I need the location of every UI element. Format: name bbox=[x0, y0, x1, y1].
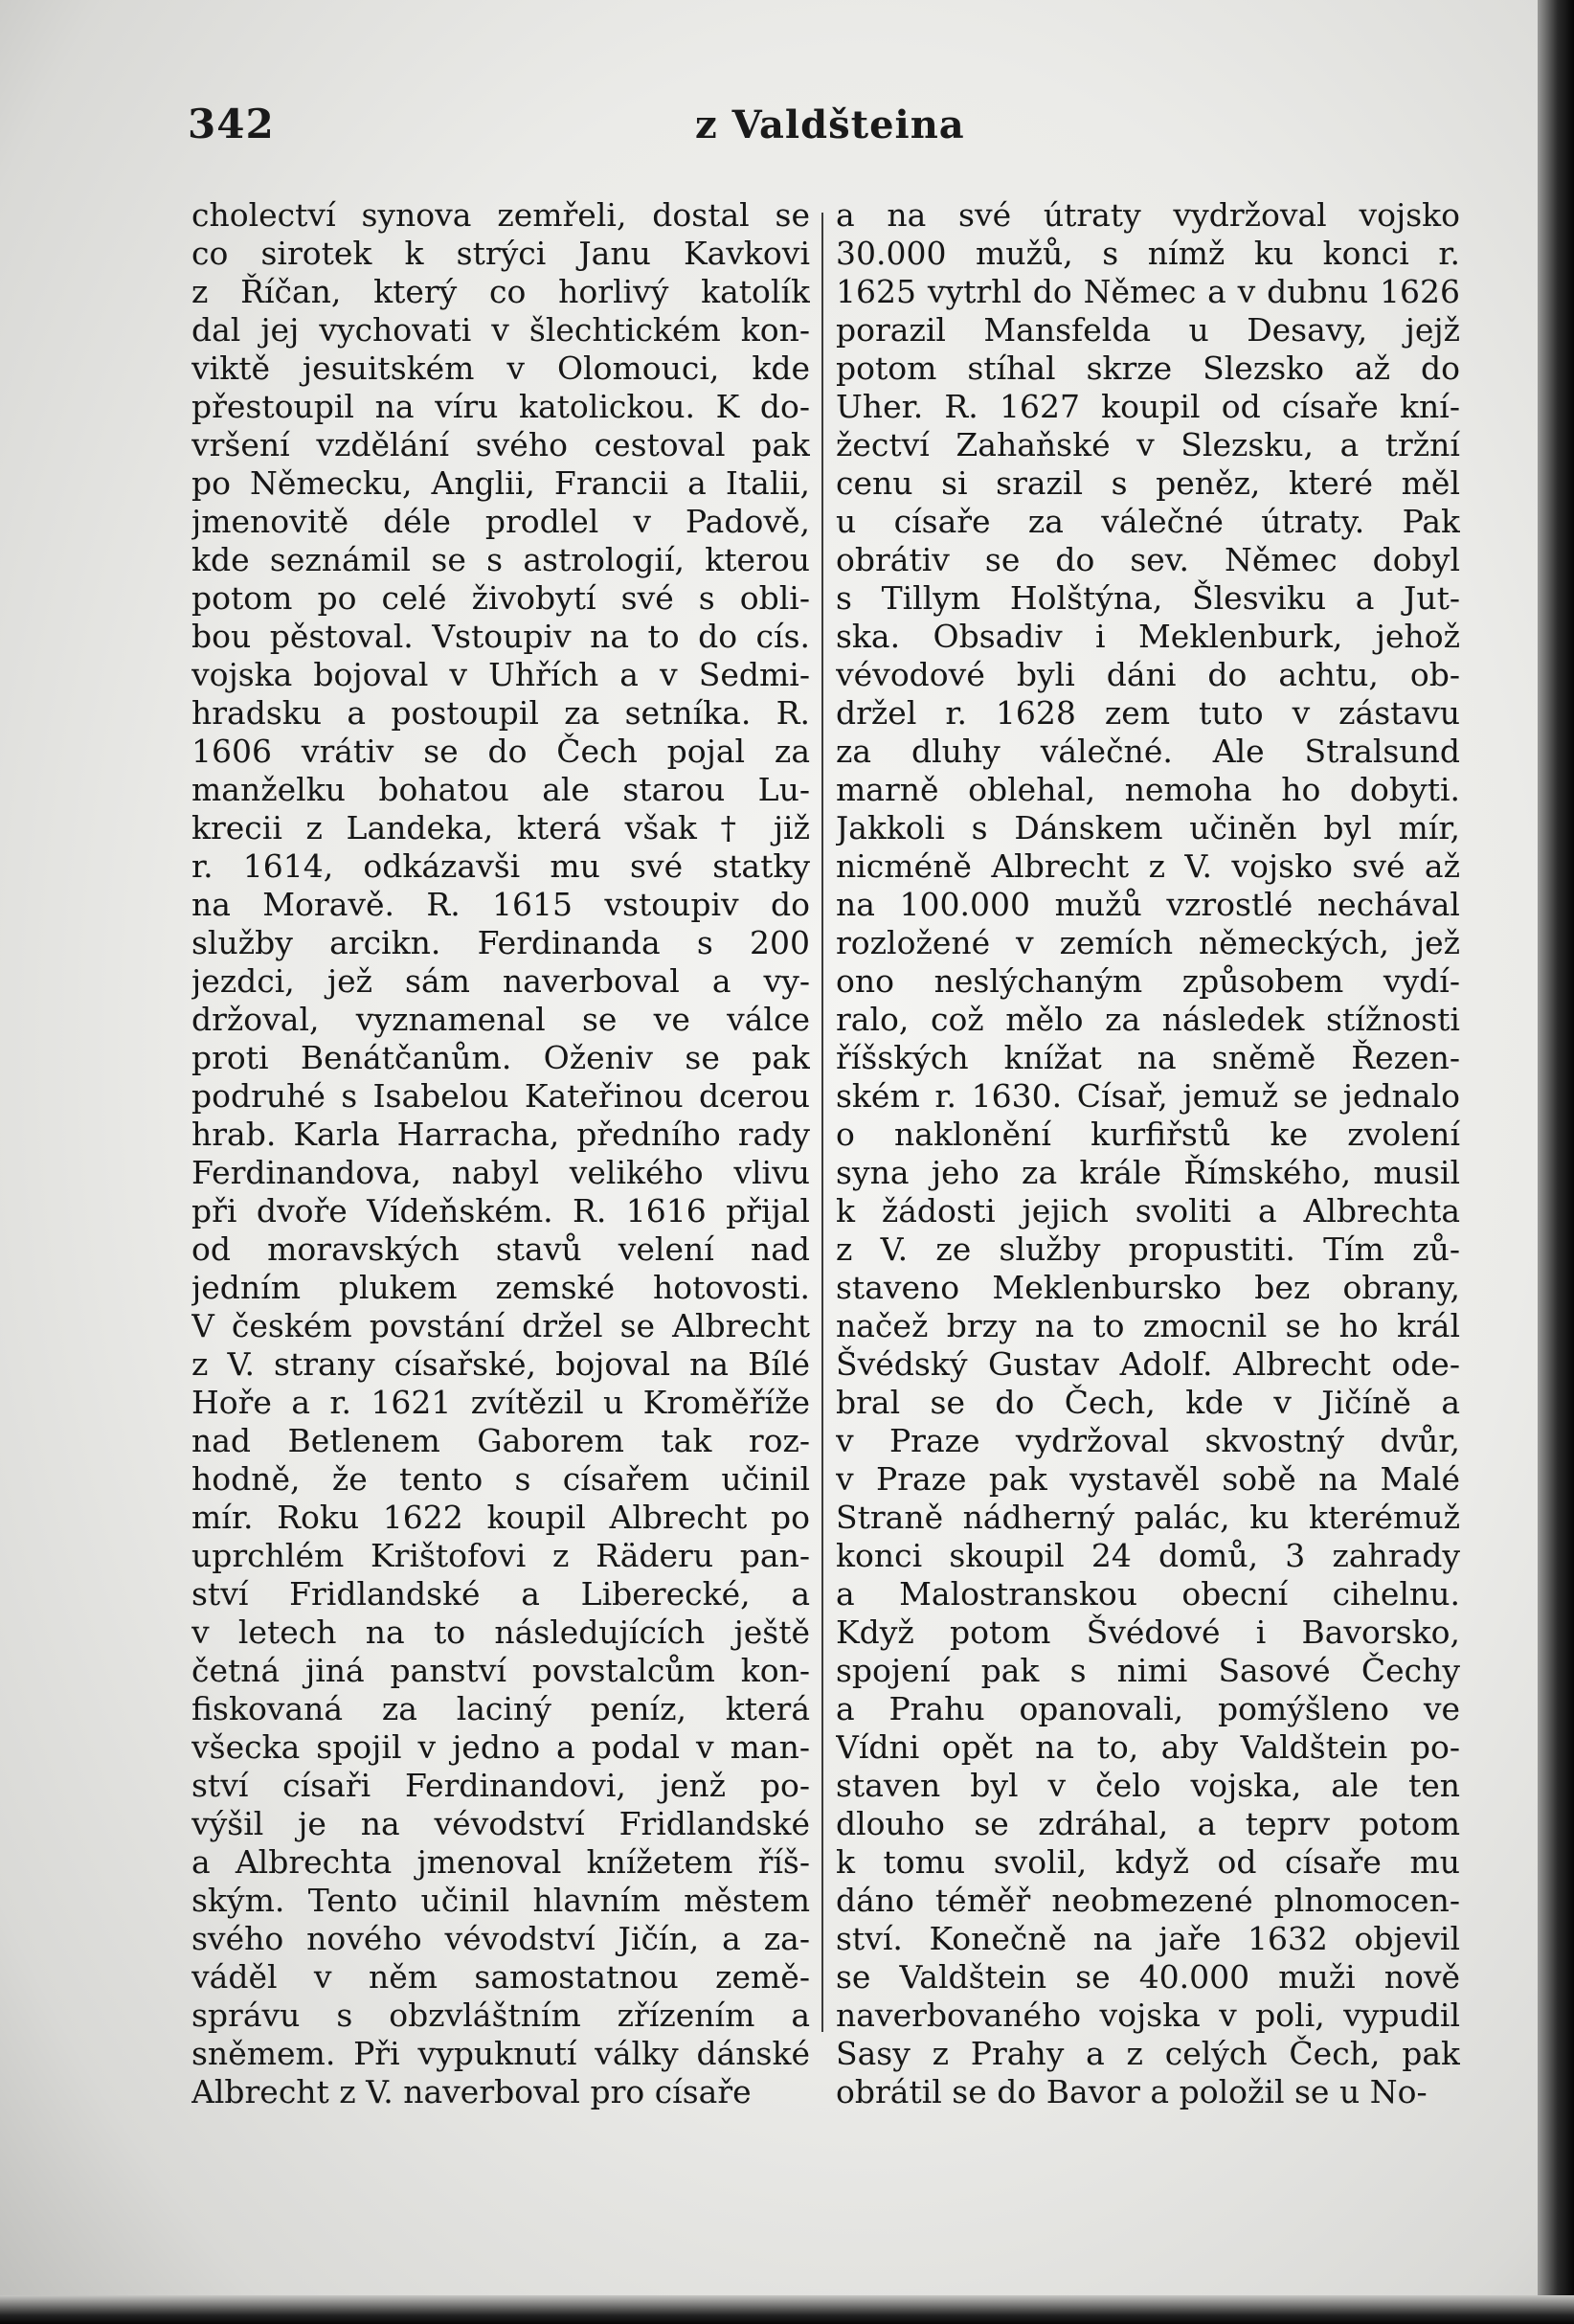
text-line: Když potom Švédové i Bavorsko, bbox=[836, 1613, 1460, 1651]
text-line: obrátil se do Bavor a položil se u No- bbox=[836, 2073, 1428, 2110]
text-line: za dluhy válečné. Ale Stralsund bbox=[836, 733, 1460, 770]
text-line: k žádosti jejich svoliti a Albrechta bbox=[836, 1192, 1460, 1230]
text-line: ství. Konečně na jaře 1632 objevil bbox=[836, 1920, 1460, 1957]
text-line: podruhé s Isabelou Kateřinou dcerou bbox=[191, 1077, 810, 1115]
text-line: obrátiv se do sev. Němec dobyl bbox=[836, 541, 1460, 578]
text-line: v letech na to následujících ještě bbox=[191, 1613, 810, 1651]
text-line: Albrecht z V. naverboval pro císaře bbox=[191, 2073, 752, 2110]
text-line: krecii z Landeka, která však † již bbox=[191, 809, 810, 846]
text-line: nicméně Albrecht z V. vojsko své až bbox=[836, 847, 1460, 885]
text-line: Ferdinandova, nabyl velikého vlivu bbox=[191, 1154, 810, 1191]
text-line: jedním plukem zemské hotovosti. bbox=[191, 1269, 810, 1306]
text-line: četná jiná panství povstalcům kon- bbox=[191, 1652, 810, 1689]
text-line: načež brzy na to zmocnil se ho král bbox=[836, 1307, 1460, 1344]
text-line: spojení pak s nimi Sasové Čechy bbox=[836, 1652, 1460, 1689]
text-line: nad Betlenem Gaborem tak roz- bbox=[191, 1422, 810, 1459]
text-line: říšských knížat na sněmě Řezen- bbox=[836, 1039, 1460, 1076]
text-line: hradsku a postoupil za setníka. R. bbox=[191, 694, 810, 732]
text-line: r. 1614, odkázavši mu své statky bbox=[191, 847, 810, 885]
text-line: dlouho se zdráhal, a teprv potom bbox=[836, 1805, 1460, 1842]
page-header bbox=[188, 101, 1432, 168]
text-line: ska. Obsadiv i Meklenburk, jehož bbox=[836, 618, 1460, 655]
running-head: z Valdšteina bbox=[695, 102, 965, 147]
text-line: bou pěstoval. Vstoupiv na to do cís. bbox=[191, 618, 810, 655]
text-line: Vídni opět na to, aby Valdštein po- bbox=[836, 1728, 1460, 1766]
text-line: na 100.000 mužů vzrostlé nechával bbox=[836, 886, 1460, 923]
right-text-column bbox=[836, 196, 1460, 2111]
left-text-column bbox=[191, 196, 810, 2111]
text-line: dáno téměř neobmezené plnomocen- bbox=[836, 1882, 1460, 1919]
text-line: marně oblehal, nemoha ho dobyti. bbox=[836, 771, 1460, 808]
text-line: ralo, což mělo za následek stížnosti bbox=[836, 1001, 1460, 1038]
text-line: naverbovaného vojska v poli, vypudil bbox=[836, 1997, 1460, 2034]
text-line: u císaře za válečné útraty. Pak bbox=[836, 503, 1460, 540]
text-line: cenu si srazil s peněz, které měl bbox=[836, 464, 1460, 502]
text-line: manželku bohatou ale starou Lu- bbox=[191, 771, 810, 808]
text-line: cholectví synova zemřeli, dostal se bbox=[191, 196, 810, 234]
text-line: a Prahu opanovali, pomýšleno ve bbox=[836, 1690, 1460, 1727]
text-line: vršení vzdělání svého cestoval pak bbox=[191, 426, 810, 463]
text-line: o naklonění kurfiřstů ke zvolení bbox=[836, 1116, 1460, 1153]
text-line: přestoupil na víru katolickou. K do- bbox=[191, 388, 810, 425]
text-line: potom po celé živobytí své s obli- bbox=[191, 579, 810, 617]
text-line: rozložené v zemích německých, jež bbox=[836, 924, 1460, 961]
text-line: držel r. 1628 zem tuto v zástavu bbox=[836, 694, 1460, 732]
text-line: mír. Roku 1622 koupil Albrecht po bbox=[191, 1499, 810, 1536]
text-line: jmenovitě déle prodlel v Padově, bbox=[191, 503, 810, 540]
text-line: všecka spojil v jedno a podal v man- bbox=[191, 1728, 810, 1766]
text-line: se Valdštein se 40.000 muži nově bbox=[836, 1958, 1460, 1996]
text-line: ském r. 1630. Císař, jemuž se jednalo bbox=[836, 1077, 1460, 1115]
text-line: a Malostranskou obecní cihelnu. bbox=[836, 1575, 1460, 1613]
text-line: 1606 vrátiv se do Čech pojal za bbox=[191, 733, 810, 770]
text-line: Jakkoli s Dánskem učiněn byl mír, bbox=[836, 809, 1460, 846]
text-line: dal jej vychovati v šlechtickém kon- bbox=[191, 311, 810, 349]
text-line: konci skoupil 24 domů, 3 zahrady bbox=[836, 1537, 1460, 1574]
column-divider bbox=[821, 213, 823, 2032]
text-line: 30.000 mužů, s nímž ku konci r. bbox=[836, 235, 1460, 272]
text-line: ství Fridlandské a Liberecké, a bbox=[191, 1575, 810, 1613]
text-line: k tomu svolil, když od císaře mu bbox=[836, 1843, 1460, 1881]
text-line: uprchlém Krištofovi z Räderu pan- bbox=[191, 1537, 810, 1574]
text-line: staveno Meklenbursko bez obrany, bbox=[836, 1269, 1460, 1306]
text-line: porazil Mansfelda u Desavy, jejž bbox=[836, 311, 1460, 349]
scan-edge-right bbox=[1538, 0, 1574, 2324]
text-line: při dvoře Vídeňském. R. 1616 přijal bbox=[191, 1192, 810, 1230]
text-line: žectví Zahaňské v Slezsku, a tržní bbox=[836, 426, 1460, 463]
page-number: 342 bbox=[188, 101, 275, 147]
text-line: z Říčan, který co horlivý katolík bbox=[191, 273, 810, 310]
text-line: co sirotek k strýci Janu Kavkovi bbox=[191, 235, 810, 272]
text-line: viktě jesuitském v Olomouci, kde bbox=[191, 350, 810, 387]
text-line: na Moravě. R. 1615 vstoupiv do bbox=[191, 886, 810, 923]
text-line: a na své útraty vydržoval vojsko bbox=[836, 196, 1460, 234]
text-line: držoval, vyznamenal se ve válce bbox=[191, 1001, 810, 1038]
text-line: z V. ze služby propustiti. Tím zů- bbox=[836, 1230, 1460, 1268]
text-line: a Albrechta jmenoval knížetem říš- bbox=[191, 1843, 810, 1881]
text-line: svého nového vévodství Jičín, a za- bbox=[191, 1920, 810, 1957]
text-line: Uher. R. 1627 koupil od císaře kní- bbox=[836, 388, 1460, 425]
text-line: ským. Tento učinil hlavním městem bbox=[191, 1882, 810, 1919]
text-line: po Německu, Anglii, Francii a Italii, bbox=[191, 464, 810, 502]
text-line: vojska bojoval v Uhřích a v Sedmi- bbox=[191, 656, 810, 693]
text-line: 1625 vytrhl do Němec a v dubnu 1626 bbox=[836, 273, 1460, 310]
text-line: s Tillym Holštýna, Šlesviku a Jut- bbox=[836, 579, 1460, 617]
text-line: Švédský Gustav Adolf. Albrecht ode- bbox=[836, 1345, 1460, 1383]
text-line: v Praze pak vystavěl sobě na Malé bbox=[836, 1460, 1460, 1498]
text-line: kde seznámil se s astrologií, kterou bbox=[191, 541, 810, 578]
text-line: syna jeho za krále Římského, musil bbox=[836, 1154, 1460, 1191]
text-line: Sasy z Prahy a z celých Čech, pak bbox=[836, 2035, 1460, 2072]
text-line: v Praze vydržoval skvostný dvůr, bbox=[836, 1422, 1460, 1459]
text-line: ství císaři Ferdinandovi, jenž po- bbox=[191, 1767, 810, 1804]
text-line: potom stíhal skrze Slezsko až do bbox=[836, 350, 1460, 387]
text-line: V českém povstání držel se Albrecht bbox=[191, 1307, 810, 1344]
text-line: ono neslýchaným způsobem vydí- bbox=[836, 962, 1460, 1000]
text-line: jezdci, jež sám naverboval a vy- bbox=[191, 962, 810, 1000]
text-line: váděl v něm samostatnou země- bbox=[191, 1958, 810, 1996]
text-line: hodně, že tento s císařem učinil bbox=[191, 1460, 810, 1498]
text-line: hrab. Karla Harracha, předního rady bbox=[191, 1116, 810, 1153]
text-line: vévodové byli dáni do achtu, ob- bbox=[836, 656, 1460, 693]
text-line: Straně nádherný palác, ku kterémuž bbox=[836, 1499, 1460, 1536]
text-line: sněmem. Při vypuknutí války dánské bbox=[191, 2035, 810, 2072]
scan-edge-bottom bbox=[0, 2295, 1574, 2324]
text-line: bral se do Čech, kde v Jičíně a bbox=[836, 1384, 1460, 1421]
text-line: výšil je na vévodství Fridlandské bbox=[191, 1805, 810, 1842]
text-line: správu s obzvláštním zřízením a bbox=[191, 1997, 810, 2034]
text-line: od moravských stavů velení nad bbox=[191, 1230, 810, 1268]
text-line: staven byl v čelo vojska, ale ten bbox=[836, 1767, 1460, 1804]
text-line: služby arcikn. Ferdinanda s 200 bbox=[191, 924, 810, 961]
text-line: proti Benátčanům. Oženiv se pak bbox=[191, 1039, 810, 1076]
text-line: Hoře a r. 1621 zvítězil u Kroměříže bbox=[191, 1384, 810, 1421]
text-line: z V. strany císařské, bojoval na Bílé bbox=[191, 1345, 810, 1383]
text-line: fiskovaná za laciný peníz, která bbox=[191, 1690, 810, 1727]
